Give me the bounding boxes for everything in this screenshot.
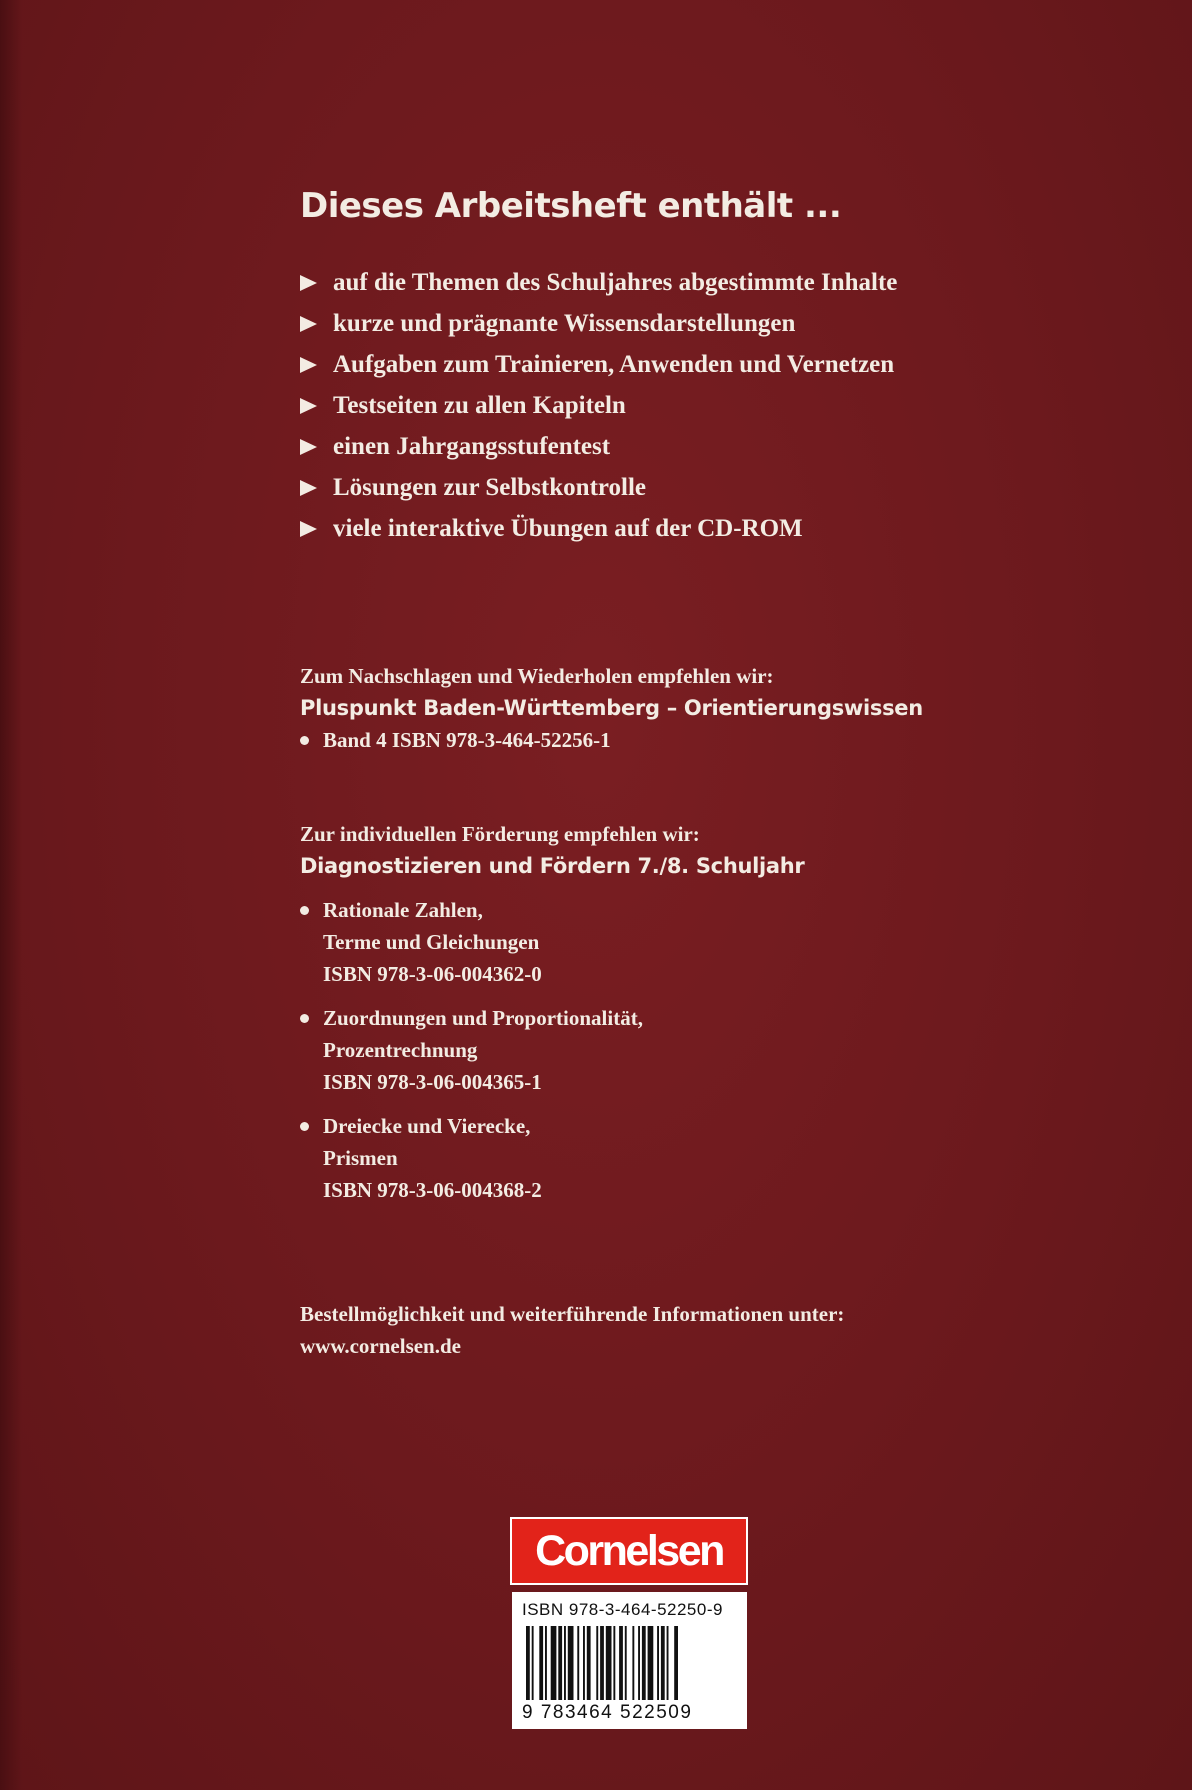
support-intro: Zur individuellen Förderung empfehlen wir: xyxy=(300,822,700,846)
support-section xyxy=(300,818,805,1206)
order-text: Bestellmöglichkeit und weiterführende Informationen unter: xyxy=(300,1302,845,1326)
feature-item: kurze und prägnante Wissensdarstellungen xyxy=(300,303,897,344)
feature-item: viele interaktive Übungen auf der CD-ROM xyxy=(300,508,897,549)
dot-bullet-icon xyxy=(300,906,309,915)
reference-intro: Zum Nachschlagen und Wiederholen empfehlen wir: xyxy=(300,664,774,688)
feature-item: einen Jahrgangsstufentest xyxy=(300,426,897,467)
reference-section xyxy=(300,660,923,756)
barcode-isbn: ISBN 978-3-464-52250-9 xyxy=(522,1600,723,1619)
support-series-title: Diagnostizieren und Fördern 7./8. Schuljahr xyxy=(300,854,805,878)
dot-bullet-icon xyxy=(300,1014,309,1023)
cornelsen-logo: Cornelsen xyxy=(510,1517,748,1585)
barcode-label xyxy=(512,1592,747,1729)
order-section xyxy=(300,1298,844,1362)
reference-item: Band 4 ISBN 978-3-464-52256-1 xyxy=(300,724,923,756)
support-item: Dreiecke und Vierecke, Prismen ISBN 978-3-06-004368-2 xyxy=(300,1110,805,1206)
feature-item: Aufgaben zum Trainieren, Anwenden und Vernetzen xyxy=(300,344,897,385)
feature-item: auf die Themen des Schuljahres abgestimmte Inhalte xyxy=(300,262,897,303)
triangle-bullet-icon xyxy=(300,357,317,373)
triangle-bullet-icon xyxy=(300,521,317,537)
contents-heading: Dieses Arbeitsheft enthält ... xyxy=(300,186,842,226)
reference-series-title: Pluspunkt Baden-Württemberg – Orientierungswissen xyxy=(300,696,923,720)
dot-bullet-icon xyxy=(300,1122,309,1131)
triangle-bullet-icon xyxy=(300,275,317,291)
barcode-icon xyxy=(522,1626,735,1700)
spine-shadow xyxy=(0,0,22,1790)
triangle-bullet-icon xyxy=(300,316,317,332)
support-item: Zuordnungen und Proportionalität, Prozentrechnung ISBN 978-3-06-004365-1 xyxy=(300,1002,805,1098)
triangle-bullet-icon xyxy=(300,439,317,455)
support-item: Rationale Zahlen, Terme und Gleichungen ISBN 978-3-06-004362-0 xyxy=(300,894,805,990)
feature-item: Testseiten zu allen Kapiteln xyxy=(300,385,897,426)
dot-bullet-icon xyxy=(300,736,309,745)
triangle-bullet-icon xyxy=(300,398,317,414)
feature-item: Lösungen zur Selbstkontrolle xyxy=(300,467,897,508)
barcode-digits: 9 783464 522509 xyxy=(522,1702,693,1723)
triangle-bullet-icon xyxy=(300,480,317,496)
feature-list xyxy=(300,262,897,549)
order-url: www.cornelsen.de xyxy=(300,1334,461,1358)
